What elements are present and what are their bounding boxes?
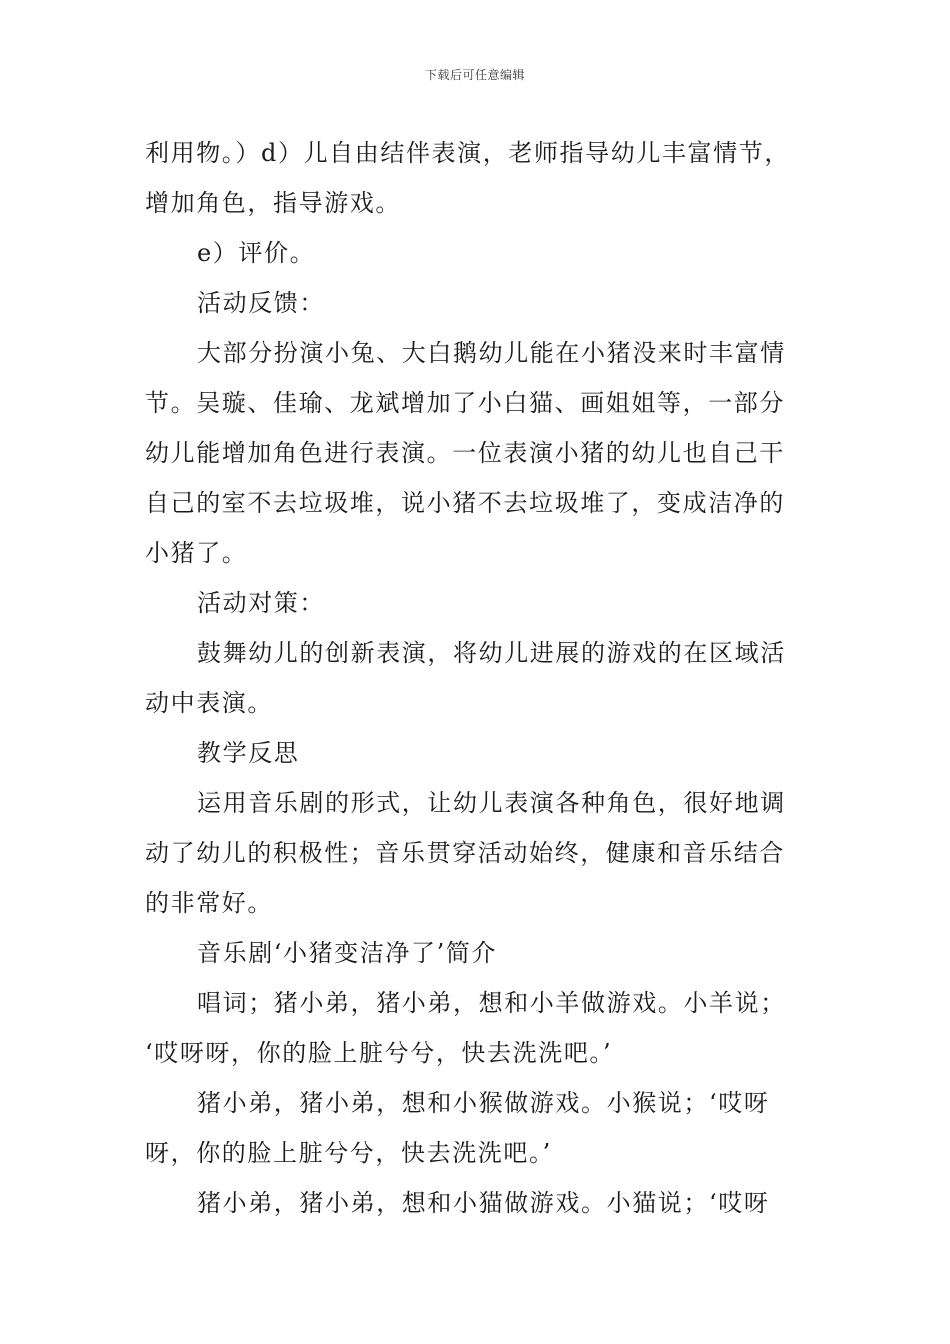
document-body bbox=[145, 128, 807, 1228]
section-heading: 音乐剧‘小猪变洁净了’简介 bbox=[197, 939, 498, 967]
page-header: 下载后可任意编辑 bbox=[424, 68, 525, 82]
section-heading: 教学反思 bbox=[197, 739, 300, 767]
text-line: 呀，你的脸上脏兮兮，快去洗洗吧。’ bbox=[145, 1139, 552, 1167]
text-line: 动了幼儿的积极性；音乐贯穿活动始终，健康和音乐结合 bbox=[145, 839, 785, 867]
text-line: 节。吴璇、佳瑜、龙斌增加了小白猫、画姐姐等，一部分 bbox=[145, 389, 785, 417]
text-line: 的非常好。 bbox=[145, 889, 273, 917]
text-line: 猪小弟，猪小弟，想和小猴做游戏。小猴说；‘哎呀 bbox=[197, 1089, 770, 1117]
text-line: 鼓舞幼儿的创新表演，将幼儿进展的游戏的在区域活 bbox=[197, 639, 786, 667]
text-line: 幼儿能增加角色进行表演。一位表演小猪的幼儿也自己干 bbox=[145, 439, 785, 467]
section-heading: 活动反馈： bbox=[197, 289, 325, 317]
text-line: 猪小弟，猪小弟，想和小猫做游戏。小猫说；‘哎呀 bbox=[197, 1189, 770, 1217]
text-line: 大部分扮演小兔、大白鹅幼儿能在小猪没来时丰富情 bbox=[197, 339, 786, 367]
text-line: 动中表演。 bbox=[145, 689, 273, 717]
text-line: 运用音乐剧的形式，让幼儿表演各种角色，很好地调 bbox=[197, 789, 786, 817]
text-line: ‘哎呀呀，你的脸上脏兮兮，快去洗洗吧。’ bbox=[145, 1039, 613, 1067]
text-line: e）评价。 bbox=[197, 239, 316, 267]
text-line: 增加角色，指导游戏。 bbox=[145, 189, 401, 217]
text-line: 唱词；猪小弟，猪小弟，想和小羊做游戏。小羊说； bbox=[197, 989, 786, 1017]
text-line: 自己的室不去垃圾堆，说小猪不去垃圾堆了，变成洁净的 bbox=[145, 489, 785, 517]
section-heading: 活动对策： bbox=[197, 589, 325, 617]
text-line: 小猪了。 bbox=[145, 539, 248, 567]
text-line: 利用物。）d）儿自由结伴表演，老师指导幼儿丰富情节， bbox=[145, 139, 790, 167]
